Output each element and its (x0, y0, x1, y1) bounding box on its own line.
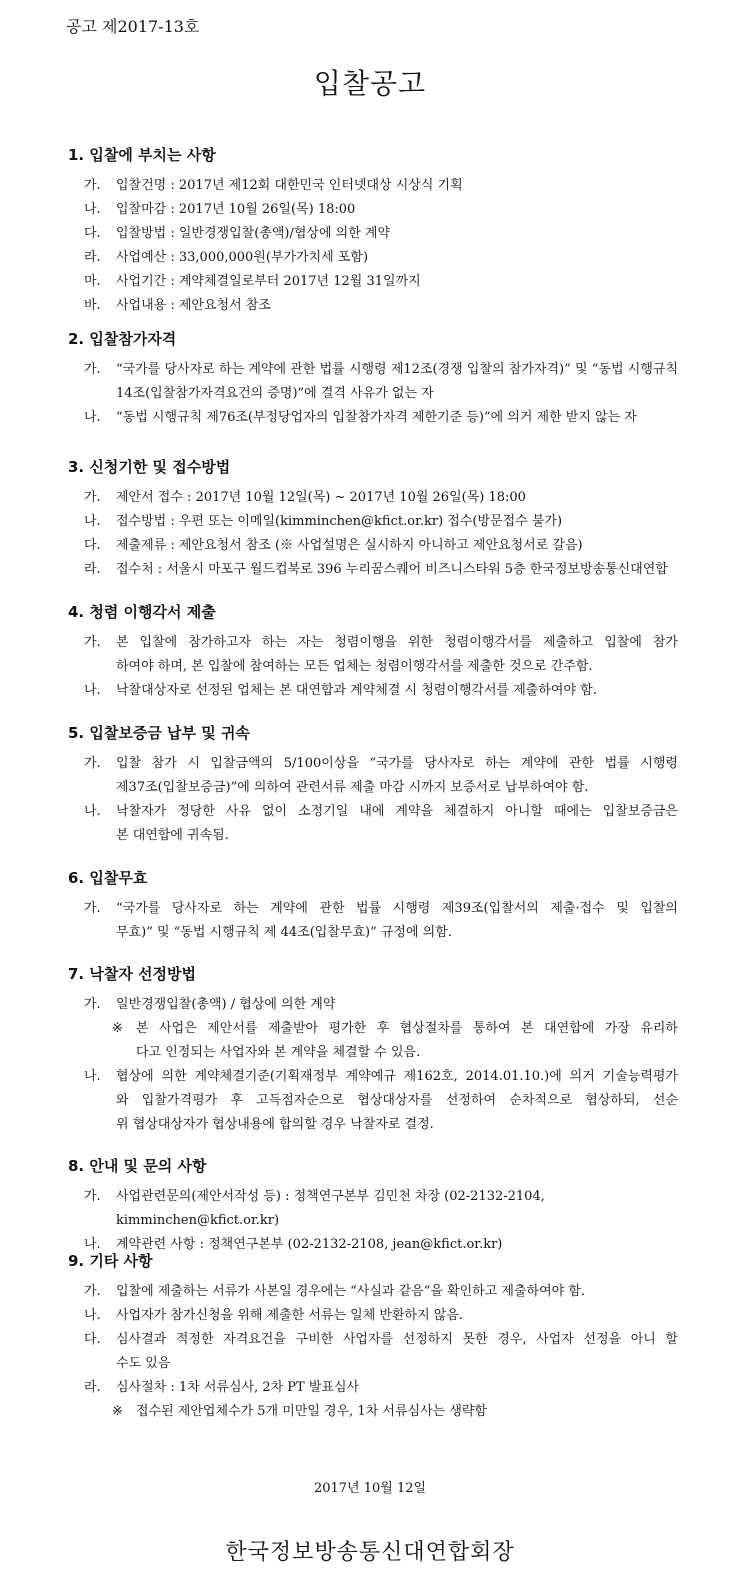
item-text-line: 14조(입찰참가자격요건의 증명)”에 결격 사유가 없는 자 (116, 386, 434, 401)
item-marker: 가. (84, 178, 101, 193)
item-marker: 나. (84, 804, 101, 819)
item-text: 사업예산 : 33,000,000원(부가가치세 포함) (116, 250, 369, 265)
list-item (66, 752, 678, 800)
item-marker: 나. (84, 202, 101, 217)
item-marker: 가. (84, 362, 101, 377)
item-marker: 나. (84, 683, 101, 698)
item-text-line: 낙찰자가 정당한 사유 없이 소정기일 내에 계약을 체결하지 아니할 때에는 입찰보증금은 (116, 804, 678, 819)
item-text-line: 위 협상대상자가 협상내용에 합의할 경우 낙찰자로 결정. (116, 1117, 434, 1132)
list-item (66, 1280, 678, 1304)
list-item (66, 631, 678, 679)
list-item (66, 246, 678, 270)
item-marker: 라. (84, 250, 101, 265)
item-text-line: 다고 인정되는 사업자와 본 계약을 체결할 수 있음. (136, 1045, 421, 1060)
item-text-line: 협상에 의한 계약체결기준(기획재정부 계약예규 제162호, 2014.01.10.)에 의거 기술능력평가 (116, 1069, 678, 1084)
item-text-line: 제37조(입찰보증금)”에 의하여 관련서류 제출 마감 시까지 보증서로 납부하여야 함. (116, 780, 589, 795)
item-marker: 가. (84, 997, 101, 1012)
item-marker: 바. (84, 298, 101, 313)
list-item (66, 198, 678, 222)
section-2 (66, 328, 678, 430)
section-heading: 8. 안내 및 문의 사항 (68, 1157, 207, 1175)
item-marker: 나. (84, 410, 101, 425)
item-marker: 다. (84, 1332, 101, 1347)
section-3 (66, 456, 678, 582)
list-item (66, 800, 678, 848)
list-item (66, 358, 678, 406)
item-text: 심사절차 : 1차 서류심사, 2차 PT 발표심사 (116, 1380, 360, 1395)
item-text-line: 본 입찰에 참가하고자 하는 자는 청렴이행을 위한 청렴이행각서를 제출하고 입찰에 참가 (116, 635, 678, 650)
section-5 (66, 722, 678, 848)
list-item (66, 510, 678, 534)
item-text: 접수된 제안업체수가 5개 미만일 경우, 1차 서류심사는 생략함 (136, 1404, 487, 1419)
list-item (66, 1304, 678, 1328)
item-text: 사업기간 : 계약체결일로부터 2017년 12월 31일까지 (116, 274, 421, 289)
note-item (66, 1017, 678, 1065)
note-item (66, 1400, 678, 1424)
item-text: 입찰건명 : 2017년 제12회 대한민국 인터넷대상 시상식 기획 (116, 178, 463, 193)
section-7 (66, 963, 678, 1137)
item-text-line: 하여야 하며, 본 입찰에 참여하는 모든 업체는 청렴이행각서를 제출한 것으로 간주함. (116, 659, 593, 674)
notice-number: 공고 제2017-13호 (66, 17, 200, 36)
item-marker: 가. (84, 901, 101, 916)
list-item (66, 679, 678, 703)
item-marker: 나. (84, 514, 101, 529)
section-heading: 5. 입찰보증금 납부 및 귀속 (68, 724, 250, 742)
item-text: 접수방법 : 우편 또는 이메일(kimminchen@kfict.or.kr) 접수(방문접수 불가) (116, 514, 563, 529)
section-heading: 2. 입찰참가자격 (68, 330, 177, 348)
item-marker: 다. (84, 538, 101, 553)
item-text-line: 심사결과 적정한 자격요건을 구비한 사업자를 선정하지 못한 경우, 사업자 선정을 아니 할 (116, 1332, 678, 1347)
notice-date: 2017년 10월 12일 (313, 1481, 427, 1496)
signer-name: 한국정보방송통신대연합회장 (225, 1540, 515, 1565)
section-4 (66, 601, 678, 703)
list-item (66, 1065, 678, 1137)
item-text-line: “국가를 당사자로 하는 계약에 관한 법률 시행령 제39조(입찰서의 제출·접수 및 입찰의 (116, 901, 678, 916)
item-marker: 가. (84, 1284, 101, 1299)
item-text-line: 본 대연합에 귀속됨. (116, 828, 229, 843)
list-item (66, 270, 678, 294)
item-text: 제안서 접수 : 2017년 10월 12일(목) ~ 2017년 10월 26일(목) 18:00 (116, 490, 526, 505)
item-text: 접수처 : 서울시 마포구 월드컵북로 396 누리꿈스퀘어 비즈니스타워 5층 한국정보방송통신대연합 (116, 562, 668, 577)
list-item (66, 222, 678, 246)
item-text-line: 입찰 참가 시 입찰금액의 5/100이상을 “국가를 당사자로 하는 계약에 관한 법률 시행령 (116, 756, 678, 771)
list-item (66, 897, 678, 945)
item-text-line: 와 입찰가격평가 후 고득점자순으로 협상대상자를 선정하여 순차적으로 협상하되, 선순 (116, 1093, 678, 1108)
section-8 (66, 1155, 678, 1257)
item-text: 사업내용 : 제안요청서 참조 (116, 298, 271, 313)
list-item (66, 406, 678, 430)
item-marker: 라. (84, 1380, 101, 1395)
document-title: 입찰공고 (313, 67, 427, 100)
section-6 (66, 867, 678, 945)
item-marker: 가. (84, 1189, 101, 1204)
section-heading: 4. 청렴 이행각서 제출 (68, 603, 216, 621)
item-text: 입찰방법 : 일반경쟁입찰(총액)/협상에 의한 계약 (116, 226, 391, 241)
item-text-line: “국가를 당사자로 하는 계약에 관한 법률 시행령 제12조(경쟁 입찰의 참가자격)” 및 “동법 시행규칙 (116, 362, 678, 377)
list-item (66, 1185, 678, 1233)
list-item (66, 294, 678, 318)
section-heading: 7. 낙찰자 선정방법 (68, 965, 197, 983)
list-item (66, 993, 678, 1017)
item-text: 사업자가 참가신청을 위해 제출한 서류는 일체 반환하지 않음. (116, 1308, 464, 1323)
section-1 (66, 144, 678, 318)
item-text: 낙찰대상자로 선정된 업체는 본 대연합과 계약체결 시 청렴이행각서를 제출하여야 함. (116, 683, 597, 698)
section-heading: 1. 입찰에 부치는 사항 (68, 146, 216, 164)
item-marker: ※ (112, 1021, 123, 1036)
item-text: 입찰에 제출하는 서류가 사본일 경우에는 “사실과 같음”을 확인하고 제출하여야 함. (116, 1284, 586, 1299)
item-text-line: 수도 있음 (116, 1356, 171, 1371)
section-heading: 9. 기타 사항 (68, 1252, 153, 1270)
section-9 (66, 1250, 678, 1424)
section-heading: 6. 입찰무효 (68, 869, 148, 887)
item-text: 일반경쟁입찰(총액) / 협상에 의한 계약 (116, 997, 336, 1012)
item-marker: 가. (84, 635, 101, 650)
section-heading: 3. 신청기한 및 접수방법 (68, 458, 231, 476)
item-text: 입찰마감 : 2017년 10월 26일(목) 18:00 (116, 202, 356, 217)
item-marker: 나. (84, 1237, 101, 1252)
item-text: “동법 시행규칙 제76조(부정당업자의 입찰참가자격 제한기준 등)”에 의거 제한 받지 않는 자 (116, 410, 637, 425)
list-item (66, 558, 678, 582)
item-marker: 가. (84, 756, 101, 771)
list-item (66, 174, 678, 198)
item-text-line: 무효)” 및 “동법 시행규칙 제 44조(입찰무효)” 규정에 의함. (116, 925, 452, 940)
item-marker: 마. (84, 274, 101, 289)
item-marker: 나. (84, 1308, 101, 1323)
list-item (66, 1328, 678, 1376)
item-marker: ※ (112, 1404, 123, 1419)
item-text: 사업관련문의(제안서작성 등) : 정책연구본부 김민천 차장 (02-2132-2104, kimminchen@kfict.or.kr) (116, 1189, 545, 1228)
item-marker: 나. (84, 1069, 101, 1084)
item-marker: 가. (84, 490, 101, 505)
item-text: 계약관련 사항 : 정책연구본부 (02-2132-2108, jean@kfict.or.kr) (116, 1237, 503, 1252)
item-marker: 라. (84, 562, 101, 577)
list-item (66, 534, 678, 558)
item-marker: 다. (84, 226, 101, 241)
list-item (66, 486, 678, 510)
item-text: 제출제류 : 제안요청서 참조 (※ 사업설명은 실시하지 아니하고 제안요청서로 갈음) (116, 538, 583, 553)
list-item (66, 1376, 678, 1400)
item-text-line: 본 사업은 제안서를 제출받아 평가한 후 협상절차를 통하여 본 대연합에 가장 유리하 (136, 1021, 678, 1036)
